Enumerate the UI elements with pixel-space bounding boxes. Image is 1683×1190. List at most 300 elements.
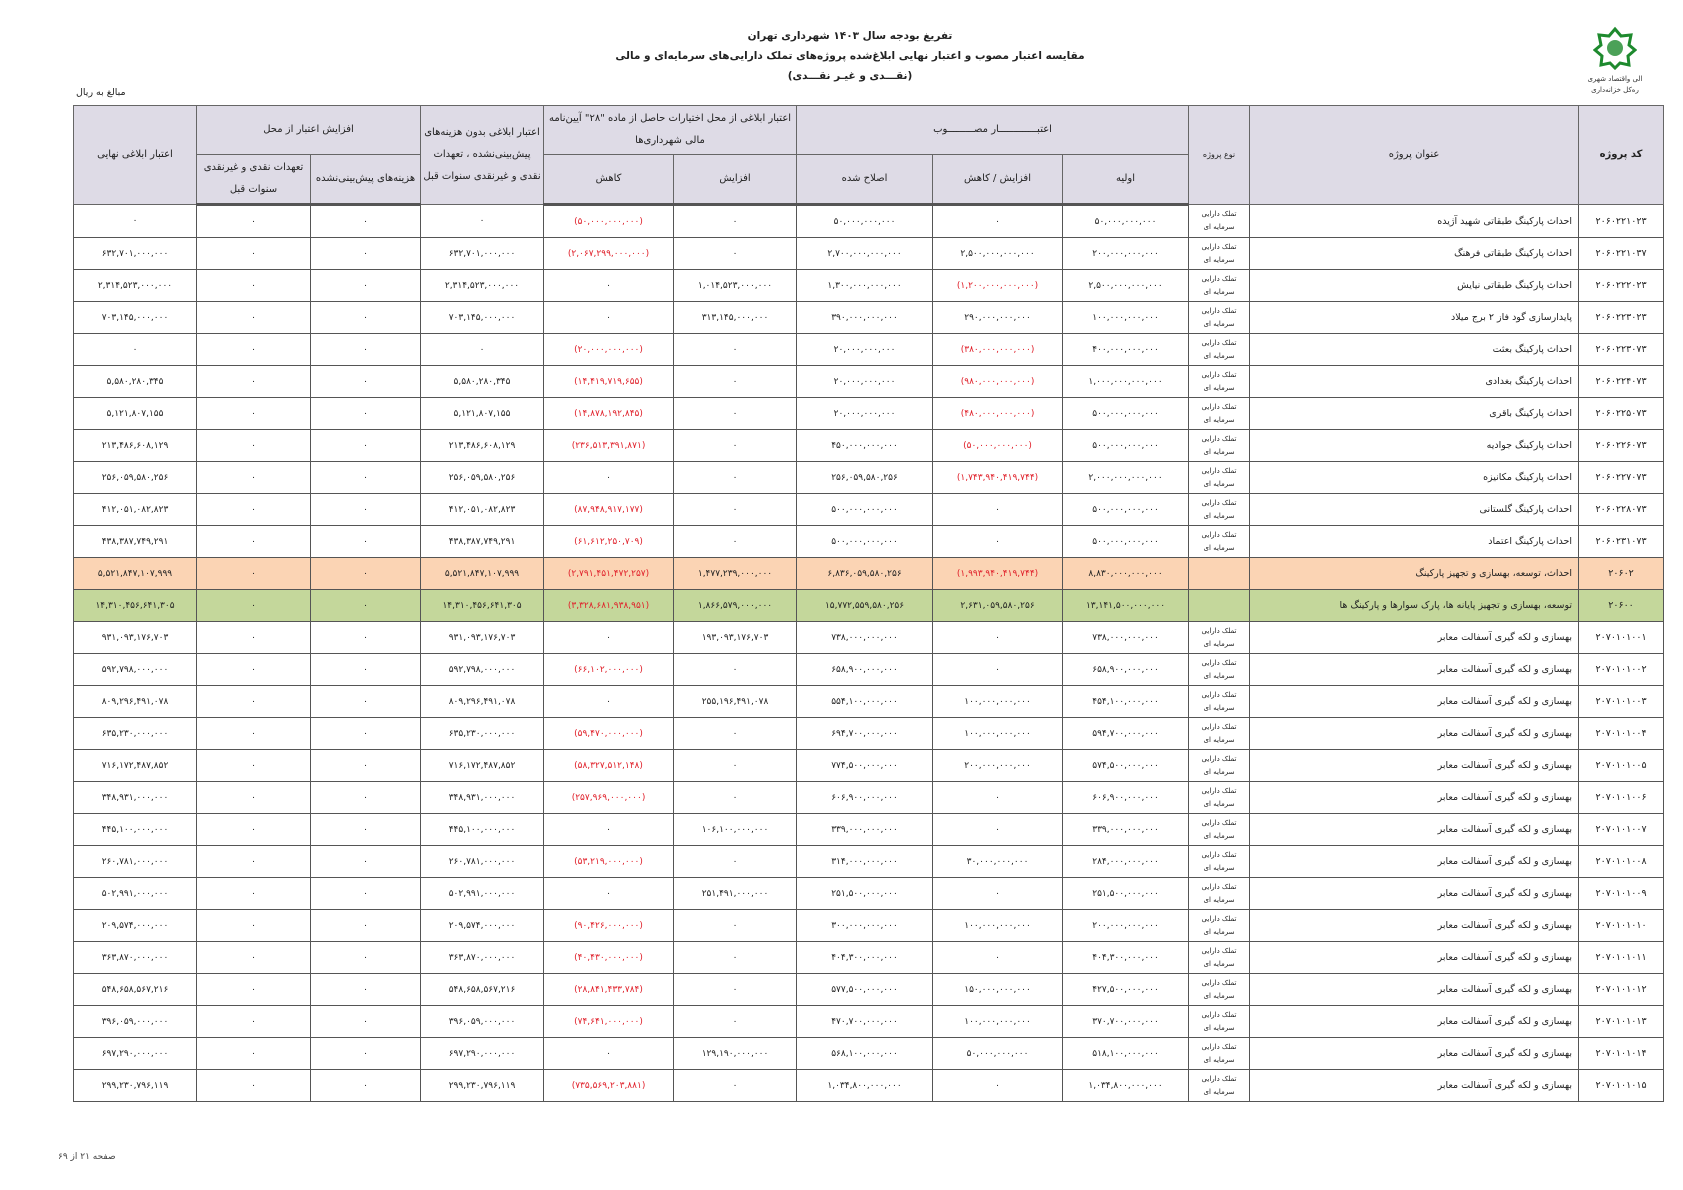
cell-final: ۱۴,۳۱۰,۴۵۶,۶۴۱,۳۰۵	[74, 590, 197, 622]
cell-unforeseen: ۰	[311, 558, 421, 590]
cell-final: ۷۱۶,۱۷۲,۴۸۷,۸۵۲	[74, 750, 197, 782]
cell-final: ۵۹۲,۷۹۸,۰۰۰,۰۰۰	[74, 654, 197, 686]
table-row	[74, 654, 1664, 686]
cell-decrease: (۵۰,۰۰۰,۰۰۰,۰۰۰)	[544, 205, 674, 238]
cell-initial: ۵۰۰,۰۰۰,۰۰۰,۰۰۰	[1063, 526, 1189, 558]
cell-decrease: (۵۳,۲۱۹,۰۰۰,۰۰۰)	[544, 846, 674, 878]
cell-without: ۵,۱۲۱,۸۰۷,۱۵۵	[421, 398, 544, 430]
cell-type: تملک دارایی سرمایه ای	[1189, 366, 1250, 398]
cell-incdec: (۹۸۰,۰۰۰,۰۰۰,۰۰۰)	[933, 366, 1063, 398]
cell-revised: ۶۰۶,۹۰۰,۰۰۰,۰۰۰	[797, 782, 933, 814]
cell-without: ۴۱۲,۰۵۱,۰۸۲,۸۲۳	[421, 494, 544, 526]
cell-without: ۵,۵۸۰,۲۸۰,۳۴۵	[421, 366, 544, 398]
cell-code: ۲۰۶۰۲۲۷۰۷۳	[1579, 462, 1664, 494]
cell-initial: ۵۰۰,۰۰۰,۰۰۰,۰۰۰	[1063, 430, 1189, 462]
cell-type: تملک دارایی سرمایه ای	[1189, 205, 1250, 238]
cell-decrease: (۳,۳۲۸,۶۸۱,۹۳۸,۹۵۱)	[544, 590, 674, 622]
cell-incdec: ۰	[933, 1070, 1063, 1102]
cell-type: تملک دارایی سرمایه ای	[1189, 942, 1250, 974]
cell-initial: ۱۰۰,۰۰۰,۰۰۰,۰۰۰	[1063, 302, 1189, 334]
cell-code: ۲۰۷۰۱۰۱۰۱۵	[1579, 1070, 1664, 1102]
cell-decrease: ۰	[544, 622, 674, 654]
cell-final: ۵,۵۲۱,۸۴۷,۱۰۷,۹۹۹	[74, 558, 197, 590]
cell-without: ۲,۳۱۴,۵۲۳,۰۰۰,۰۰۰	[421, 270, 544, 302]
cell-incdec: ۱۰۰,۰۰۰,۰۰۰,۰۰۰	[933, 1006, 1063, 1038]
cell-increase: ۰	[674, 238, 797, 270]
cell-incdec: ۵۰,۰۰۰,۰۰۰,۰۰۰	[933, 1038, 1063, 1070]
cell-unforeseen: ۰	[311, 334, 421, 366]
title-line-3: (نقـــدی و غیـر نقـــدی)	[787, 70, 913, 82]
cell-unforeseen: ۰	[311, 270, 421, 302]
cell-title: بهسازی و لکه گیری آسفالت معابر	[1250, 814, 1579, 846]
cell-decrease: (۶۱,۶۱۲,۲۵۰,۷۰۹)	[544, 526, 674, 558]
cell-prior: ۰	[197, 526, 311, 558]
cell-initial: ۷۳۸,۰۰۰,۰۰۰,۰۰۰	[1063, 622, 1189, 654]
cell-decrease: ۰	[544, 1038, 674, 1070]
cell-title: بهسازی و لکه گیری آسفالت معابر	[1250, 846, 1579, 878]
cell-increase: ۰	[674, 846, 797, 878]
cell-without: ۷۱۶,۱۷۲,۴۸۷,۸۵۲	[421, 750, 544, 782]
page-number: صفحه ۲۱ از ۶۹	[58, 1152, 116, 1162]
cell-prior: ۰	[197, 1006, 311, 1038]
cell-final: ۷۰۳,۱۴۵,۰۰۰,۰۰۰	[74, 302, 197, 334]
cell-title: احداث پارکینگ مکانیزه	[1250, 462, 1579, 494]
cell-type: تملک دارایی سرمایه ای	[1189, 526, 1250, 558]
cell-increase: ۱۹۳,۰۹۳,۱۷۶,۷۰۳	[674, 622, 797, 654]
cell-increase: ۰	[674, 718, 797, 750]
cell-initial: ۶۰۶,۹۰۰,۰۰۰,۰۰۰	[1063, 782, 1189, 814]
cell-title: احداث پارکینگ طبقاتی شهید آژیده	[1250, 205, 1579, 238]
cell-unforeseen: ۰	[311, 1006, 421, 1038]
cell-type: تملک دارایی سرمایه ای	[1189, 494, 1250, 526]
cell-final: ۰	[74, 205, 197, 238]
cell-unforeseen: ۰	[311, 302, 421, 334]
cell-code: ۲۰۷۰۱۰۱۰۱۲	[1579, 974, 1664, 1006]
cell-prior: ۰	[197, 590, 311, 622]
col-group-increase: افزایش اعتبار از محل	[197, 106, 421, 155]
cell-without: ۵۰۲,۹۹۱,۰۰۰,۰۰۰	[421, 878, 544, 910]
cell-initial: ۲۵۱,۵۰۰,۰۰۰,۰۰۰	[1063, 878, 1189, 910]
table-row	[74, 430, 1664, 462]
cell-initial: ۴۰۰,۰۰۰,۰۰۰,۰۰۰	[1063, 334, 1189, 366]
cell-decrease: (۲۵۷,۹۶۹,۰۰۰,۰۰۰)	[544, 782, 674, 814]
cell-final: ۰	[74, 334, 197, 366]
cell-code: ۲۰۶۰۲۲۳۰۲۳	[1579, 302, 1664, 334]
title-line-2: مقایسه اعتبار مصوب و اعتبار نهایی ابلاغ‌شده پروژه‌های تملک دارایی‌های سرمایه‌ای و مالی	[615, 50, 1085, 62]
cell-without: ۳۶۳,۸۷۰,۰۰۰,۰۰۰	[421, 942, 544, 974]
cell-final: ۶۳۲,۷۰۱,۰۰۰,۰۰۰	[74, 238, 197, 270]
cell-decrease: (۶۶,۱۰۲,۰۰۰,۰۰۰)	[544, 654, 674, 686]
cell-revised: ۲۵۶,۰۵۹,۵۸۰,۲۵۶	[797, 462, 933, 494]
cell-initial: ۴۲۷,۵۰۰,۰۰۰,۰۰۰	[1063, 974, 1189, 1006]
cell-without: ۳۴۸,۹۳۱,۰۰۰,۰۰۰	[421, 782, 544, 814]
col-header-prior: تعهدات نقدی و غیرنقدی سنوات قبل	[197, 155, 311, 205]
cell-revised: ۵۶۸,۱۰۰,۰۰۰,۰۰۰	[797, 1038, 933, 1070]
cell-revised: ۴۵۰,۰۰۰,۰۰۰,۰۰۰	[797, 430, 933, 462]
cell-initial: ۵۰,۰۰۰,۰۰۰,۰۰۰	[1063, 205, 1189, 238]
cell-type: تملک دارایی سرمایه ای	[1189, 654, 1250, 686]
cell-revised: ۷۷۴,۵۰۰,۰۰۰,۰۰۰	[797, 750, 933, 782]
cell-type: تملک دارایی سرمایه ای	[1189, 814, 1250, 846]
cell-final: ۲۱۳,۴۸۶,۶۰۸,۱۲۹	[74, 430, 197, 462]
cell-increase: ۰	[674, 398, 797, 430]
cell-increase: ۰	[674, 430, 797, 462]
cell-final: ۴۴۵,۱۰۰,۰۰۰,۰۰۰	[74, 814, 197, 846]
cell-title: احداث پارکینگ جوادیه	[1250, 430, 1579, 462]
cell-title: احداث پارکینگ بغدادی	[1250, 366, 1579, 398]
cell-initial: ۲,۰۰۰,۰۰۰,۰۰۰,۰۰۰	[1063, 462, 1189, 494]
cell-code: ۲۰۷۰۱۰۱۰۰۸	[1579, 846, 1664, 878]
cell-incdec: (۴۸۰,۰۰۰,۰۰۰,۰۰۰)	[933, 398, 1063, 430]
cell-incdec: ۰	[933, 942, 1063, 974]
cell-prior: ۰	[197, 302, 311, 334]
cell-decrease: ۰	[544, 462, 674, 494]
table-row	[74, 366, 1664, 398]
cell-unforeseen: ۰	[311, 430, 421, 462]
cell-incdec: ۰	[933, 654, 1063, 686]
table-row	[74, 942, 1664, 974]
cell-increase: ۰	[674, 654, 797, 686]
cell-without: ۰	[421, 205, 544, 238]
cell-decrease: (۴۰,۴۳۰,۰۰۰,۰۰۰)	[544, 942, 674, 974]
cell-decrease: (۲,۰۶۷,۲۹۹,۰۰۰,۰۰۰)	[544, 238, 674, 270]
cell-code: ۲۰۷۰۱۰۱۰۰۶	[1579, 782, 1664, 814]
cell-revised: ۵۵۴,۱۰۰,۰۰۰,۰۰۰	[797, 686, 933, 718]
cell-increase: ۱۲۹,۱۹۰,۰۰۰,۰۰۰	[674, 1038, 797, 1070]
cell-initial: ۱,۰۳۴,۸۰۰,۰۰۰,۰۰۰	[1063, 1070, 1189, 1102]
cell-initial: ۲۰۰,۰۰۰,۰۰۰,۰۰۰	[1063, 238, 1189, 270]
cell-increase: ۰	[674, 1070, 797, 1102]
table-row	[74, 622, 1664, 654]
cell-without: ۲۱۳,۴۸۶,۶۰۸,۱۲۹	[421, 430, 544, 462]
cell-increase: ۱,۴۷۷,۲۳۹,۰۰۰,۰۰۰	[674, 558, 797, 590]
document-title	[600, 26, 1100, 86]
col-header-increase: افزایش	[674, 155, 797, 205]
cell-final: ۳۶۳,۸۷۰,۰۰۰,۰۰۰	[74, 942, 197, 974]
cell-without: ۹۳۱,۰۹۳,۱۷۶,۷۰۳	[421, 622, 544, 654]
cell-initial: ۸,۸۳۰,۰۰۰,۰۰۰,۰۰۰	[1063, 558, 1189, 590]
cell-prior: ۰	[197, 974, 311, 1006]
cell-decrease: (۵۹,۴۷۰,۰۰۰,۰۰۰)	[544, 718, 674, 750]
cell-final: ۶۹۷,۲۹۰,۰۰۰,۰۰۰	[74, 1038, 197, 1070]
cell-prior: ۰	[197, 238, 311, 270]
cell-decrease: (۲,۷۹۱,۴۵۱,۴۷۲,۲۵۷)	[544, 558, 674, 590]
cell-increase: ۲۵۵,۱۹۶,۴۹۱,۰۷۸	[674, 686, 797, 718]
cell-without: ۲۹۹,۲۳۰,۷۹۶,۱۱۹	[421, 1070, 544, 1102]
table-row	[74, 494, 1664, 526]
cell-code: ۲۰۶۰۲۲۵۰۷۳	[1579, 398, 1664, 430]
table-row	[74, 302, 1664, 334]
cell-prior: ۰	[197, 205, 311, 238]
cell-unforeseen: ۰	[311, 462, 421, 494]
cell-increase: ۰	[674, 1006, 797, 1038]
cell-without: ۶۳۵,۲۳۰,۰۰۰,۰۰۰	[421, 718, 544, 750]
cell-incdec: ۰	[933, 526, 1063, 558]
cell-revised: ۴۰۴,۳۰۰,۰۰۰,۰۰۰	[797, 942, 933, 974]
tehran-municipality-logo-icon	[1593, 26, 1637, 70]
cell-type: تملک دارایی سرمایه ای	[1189, 782, 1250, 814]
cell-final: ۵,۱۲۱,۸۰۷,۱۵۵	[74, 398, 197, 430]
cell-title: احداث پارکینگ گلستانی	[1250, 494, 1579, 526]
table-row	[74, 878, 1664, 910]
cell-code: ۲۰۶۰۲۲۶۰۷۳	[1579, 430, 1664, 462]
cell-final: ۹۳۱,۰۹۳,۱۷۶,۷۰۳	[74, 622, 197, 654]
cell-decrease: (۱۴,۴۱۹,۷۱۹,۶۵۵)	[544, 366, 674, 398]
cell-prior: ۰	[197, 686, 311, 718]
cell-code: ۲۰۷۰۱۰۱۰۰۲	[1579, 654, 1664, 686]
cell-final: ۶۳۵,۲۳۰,۰۰۰,۰۰۰	[74, 718, 197, 750]
cell-initial: ۱۳,۱۴۱,۵۰۰,۰۰۰,۰۰۰	[1063, 590, 1189, 622]
cell-incdec: ۲۰۰,۰۰۰,۰۰۰,۰۰۰	[933, 750, 1063, 782]
col-header-type: نوع پروژه	[1189, 106, 1250, 205]
cell-revised: ۳۱۴,۰۰۰,۰۰۰,۰۰۰	[797, 846, 933, 878]
cell-type: تملک دارایی سرمایه ای	[1189, 334, 1250, 366]
cell-unforeseen: ۰	[311, 622, 421, 654]
cell-initial: ۵۱۸,۱۰۰,۰۰۰,۰۰۰	[1063, 1038, 1189, 1070]
cell-final: ۲۶۰,۷۸۱,۰۰۰,۰۰۰	[74, 846, 197, 878]
cell-initial: ۵۰۰,۰۰۰,۰۰۰,۰۰۰	[1063, 494, 1189, 526]
cell-unforeseen: ۰	[311, 205, 421, 238]
table-row	[74, 238, 1664, 270]
cell-code: ۲۰۷۰۱۰۱۰۰۳	[1579, 686, 1664, 718]
cell-decrease: ۰	[544, 878, 674, 910]
cell-incdec: (۵۰,۰۰۰,۰۰۰,۰۰۰)	[933, 430, 1063, 462]
cell-type: تملک دارایی سرمایه ای	[1189, 1070, 1250, 1102]
cell-increase: ۱,۰۱۴,۵۲۳,۰۰۰,۰۰۰	[674, 270, 797, 302]
cell-prior: ۰	[197, 270, 311, 302]
cell-type: تملک دارایی سرمایه ای	[1189, 302, 1250, 334]
cell-decrease: ۰	[544, 686, 674, 718]
cell-without: ۰	[421, 334, 544, 366]
cell-code: ۲۰۷۰۱۰۱۰۱۰	[1579, 910, 1664, 942]
cell-decrease: (۷۴,۶۴۱,۰۰۰,۰۰۰)	[544, 1006, 674, 1038]
cell-type: تملک دارایی سرمایه ای	[1189, 686, 1250, 718]
cell-decrease: (۷۳۵,۵۶۹,۲۰۳,۸۸۱)	[544, 1070, 674, 1102]
cell-initial: ۴۰۴,۳۰۰,۰۰۰,۰۰۰	[1063, 942, 1189, 974]
table-row	[74, 270, 1664, 302]
cell-final: ۳۴۸,۹۳۱,۰۰۰,۰۰۰	[74, 782, 197, 814]
cell-title: بهسازی و لکه گیری آسفالت معابر	[1250, 750, 1579, 782]
cell-title: بهسازی و لکه گیری آسفالت معابر	[1250, 718, 1579, 750]
cell-code: ۲۰۷۰۱۰۱۰۰۹	[1579, 878, 1664, 910]
cell-type	[1189, 558, 1250, 590]
cell-prior: ۰	[197, 814, 311, 846]
table-row	[74, 1070, 1664, 1102]
cell-type: تملک دارایی سرمایه ای	[1189, 910, 1250, 942]
cell-code: ۲۰۶۰۲۲۲۰۲۳	[1579, 270, 1664, 302]
cell-code: ۲۰۷۰۱۰۱۰۱۴	[1579, 1038, 1664, 1070]
cell-unforeseen: ۰	[311, 814, 421, 846]
cell-incdec: ۰	[933, 782, 1063, 814]
cell-incdec: (۳۸۰,۰۰۰,۰۰۰,۰۰۰)	[933, 334, 1063, 366]
table-row	[74, 1038, 1664, 1070]
cell-title: بهسازی و لکه گیری آسفالت معابر	[1250, 1070, 1579, 1102]
cell-increase: ۰	[674, 366, 797, 398]
cell-revised: ۶۵۸,۹۰۰,۰۰۰,۰۰۰	[797, 654, 933, 686]
cell-initial: ۵۹۴,۷۰۰,۰۰۰,۰۰۰	[1063, 718, 1189, 750]
cell-title: بهسازی و لکه گیری آسفالت معابر	[1250, 974, 1579, 1006]
cell-incdec: ۱۰۰,۰۰۰,۰۰۰,۰۰۰	[933, 686, 1063, 718]
cell-revised: ۲۰,۰۰۰,۰۰۰,۰۰۰	[797, 398, 933, 430]
cell-increase: ۱,۸۶۶,۵۷۹,۰۰۰,۰۰۰	[674, 590, 797, 622]
cell-unforeseen: ۰	[311, 1038, 421, 1070]
cell-without: ۶۳۲,۷۰۱,۰۰۰,۰۰۰	[421, 238, 544, 270]
cell-revised: ۳۰۰,۰۰۰,۰۰۰,۰۰۰	[797, 910, 933, 942]
cell-code: ۲۰۶۰۲۲۱۰۲۳	[1579, 205, 1664, 238]
table-row	[74, 750, 1664, 782]
cell-title: بهسازی و لکه گیری آسفالت معابر	[1250, 910, 1579, 942]
cell-without: ۲۶۰,۷۸۱,۰۰۰,۰۰۰	[421, 846, 544, 878]
cell-title: بهسازی و لکه گیری آسفالت معابر	[1250, 622, 1579, 654]
cell-without: ۸۰۹,۲۹۶,۴۹۱,۰۷۸	[421, 686, 544, 718]
cell-code: ۲۰۷۰۱۰۱۰۱۳	[1579, 1006, 1664, 1038]
cell-initial: ۵۷۴,۵۰۰,۰۰۰,۰۰۰	[1063, 750, 1189, 782]
cell-prior: ۰	[197, 846, 311, 878]
cell-unforeseen: ۰	[311, 686, 421, 718]
cell-incdec: ۱۰۰,۰۰۰,۰۰۰,۰۰۰	[933, 910, 1063, 942]
cell-revised: ۲۵۱,۵۰۰,۰۰۰,۰۰۰	[797, 878, 933, 910]
cell-decrease: ۰	[544, 302, 674, 334]
cell-code: ۲۰۶۰۲	[1579, 558, 1664, 590]
logo-caption-2: ره‌کل خزانه‌داری	[1591, 86, 1639, 94]
cell-increase: ۱۰۶,۱۰۰,۰۰۰,۰۰۰	[674, 814, 797, 846]
cell-unforeseen: ۰	[311, 750, 421, 782]
cell-type: تملک دارایی سرمایه ای	[1189, 878, 1250, 910]
logo-caption-1: الی واقتصاد شهری	[1587, 75, 1643, 83]
cell-revised: ۵۷۷,۵۰۰,۰۰۰,۰۰۰	[797, 974, 933, 1006]
cell-unforeseen: ۰	[311, 878, 421, 910]
cell-prior: ۰	[197, 942, 311, 974]
cell-revised: ۳۳۹,۰۰۰,۰۰۰,۰۰۰	[797, 814, 933, 846]
cell-type	[1189, 590, 1250, 622]
cell-initial: ۴۵۴,۱۰۰,۰۰۰,۰۰۰	[1063, 686, 1189, 718]
cell-decrease: (۸۷,۹۴۸,۹۱۷,۱۷۷)	[544, 494, 674, 526]
cell-revised: ۶۹۴,۷۰۰,۰۰۰,۰۰۰	[797, 718, 933, 750]
cell-title: توسعه، بهسازی و تجهیز پایانه ها، پارک سوارها و پارکینگ ها	[1250, 590, 1579, 622]
cell-prior: ۰	[197, 398, 311, 430]
cell-prior: ۰	[197, 782, 311, 814]
cell-final: ۵۰۲,۹۹۱,۰۰۰,۰۰۰	[74, 878, 197, 910]
cell-incdec: (۱,۲۰۰,۰۰۰,۰۰۰,۰۰۰)	[933, 270, 1063, 302]
col-header-final: اعتبار ابلاغی نهایی	[74, 106, 197, 205]
col-header-revised: اصلاح شده	[797, 155, 933, 205]
table-body	[74, 205, 1664, 1102]
cell-incdec: ۳۰,۰۰۰,۰۰۰,۰۰۰	[933, 846, 1063, 878]
cell-without: ۴۳۸,۳۸۷,۷۴۹,۲۹۱	[421, 526, 544, 558]
cell-final: ۲,۳۱۴,۵۲۳,۰۰۰,۰۰۰	[74, 270, 197, 302]
col-header-decrease: کاهش	[544, 155, 674, 205]
col-header-unforeseen: هزینه‌های پیش‌بینی‌نشده	[311, 155, 421, 205]
cell-unforeseen: ۰	[311, 942, 421, 974]
cell-incdec: ۲۹۰,۰۰۰,۰۰۰,۰۰۰	[933, 302, 1063, 334]
cell-title: پایدارسازی گود فاز ۲ برج میلاد	[1250, 302, 1579, 334]
cell-prior: ۰	[197, 366, 311, 398]
cell-title: احداث پارکینگ طبقاتی فرهنگ	[1250, 238, 1579, 270]
cell-unforeseen: ۰	[311, 398, 421, 430]
cell-prior: ۰	[197, 654, 311, 686]
cell-incdec: ۰	[933, 878, 1063, 910]
cell-prior: ۰	[197, 334, 311, 366]
cell-title: بهسازی و لکه گیری آسفالت معابر	[1250, 654, 1579, 686]
cell-code: ۲۰۷۰۱۰۱۰۰۴	[1579, 718, 1664, 750]
table-row	[74, 686, 1664, 718]
cell-code: ۲۰۶۰۲۲۸۰۷۳	[1579, 494, 1664, 526]
cell-initial: ۵۰۰,۰۰۰,۰۰۰,۰۰۰	[1063, 398, 1189, 430]
total-row	[74, 590, 1664, 622]
col-header-code: کد پروژه	[1579, 106, 1664, 205]
cell-title: احداث پارکینگ باقری	[1250, 398, 1579, 430]
cell-code: ۲۰۶۰۲۲۱۰۳۷	[1579, 238, 1664, 270]
cell-type: تملک دارایی سرمایه ای	[1189, 430, 1250, 462]
table-row	[74, 398, 1664, 430]
cell-decrease: (۲۰,۰۰۰,۰۰۰,۰۰۰)	[544, 334, 674, 366]
cell-prior: ۰	[197, 622, 311, 654]
cell-incdec: ۰	[933, 622, 1063, 654]
cell-title: احداث پارکینگ بعثت	[1250, 334, 1579, 366]
cell-without: ۶۹۷,۲۹۰,۰۰۰,۰۰۰	[421, 1038, 544, 1070]
cell-type: تملک دارایی سرمایه ای	[1189, 238, 1250, 270]
cell-initial: ۶۵۸,۹۰۰,۰۰۰,۰۰۰	[1063, 654, 1189, 686]
cell-unforeseen: ۰	[311, 654, 421, 686]
table-row	[74, 205, 1664, 238]
cell-final: ۳۹۶,۰۵۹,۰۰۰,۰۰۰	[74, 1006, 197, 1038]
cell-title: بهسازی و لکه گیری آسفالت معابر	[1250, 1038, 1579, 1070]
cell-incdec: ۲,۶۳۱,۰۵۹,۵۸۰,۲۵۶	[933, 590, 1063, 622]
cell-incdec: ۲,۵۰۰,۰۰۰,۰۰۰,۰۰۰	[933, 238, 1063, 270]
cell-code: ۲۰۷۰۱۰۱۰۱۱	[1579, 942, 1664, 974]
cell-unforeseen: ۰	[311, 526, 421, 558]
cell-revised: ۱,۳۰۰,۰۰۰,۰۰۰,۰۰۰	[797, 270, 933, 302]
cell-prior: ۰	[197, 462, 311, 494]
cell-prior: ۰	[197, 1070, 311, 1102]
cell-unforeseen: ۰	[311, 590, 421, 622]
cell-without: ۲۵۶,۰۵۹,۵۸۰,۲۵۶	[421, 462, 544, 494]
cell-type: تملک دارایی سرمایه ای	[1189, 974, 1250, 1006]
cell-title: بهسازی و لکه گیری آسفالت معابر	[1250, 942, 1579, 974]
cell-code: ۲۰۷۰۱۰۱۰۰۱	[1579, 622, 1664, 654]
cell-code: ۲۰۷۰۱۰۱۰۰۵	[1579, 750, 1664, 782]
cell-incdec: ۰	[933, 494, 1063, 526]
cell-type: تملک دارایی سرمایه ای	[1189, 270, 1250, 302]
cell-initial: ۲,۵۰۰,۰۰۰,۰۰۰,۰۰۰	[1063, 270, 1189, 302]
cell-prior: ۰	[197, 1038, 311, 1070]
table-row	[74, 974, 1664, 1006]
cell-revised: ۵۰۰,۰۰۰,۰۰۰,۰۰۰	[797, 526, 933, 558]
table-row	[74, 334, 1664, 366]
cell-initial: ۳۷۰,۷۰۰,۰۰۰,۰۰۰	[1063, 1006, 1189, 1038]
cell-revised: ۱۵,۷۷۲,۵۵۹,۵۸۰,۲۵۶	[797, 590, 933, 622]
cell-increase: ۳۱۳,۱۴۵,۰۰۰,۰۰۰	[674, 302, 797, 334]
cell-title: احداث پارکینگ اعتماد	[1250, 526, 1579, 558]
budget-table	[73, 105, 1664, 1102]
cell-increase: ۰	[674, 910, 797, 942]
col-header-title: عنوان پروژه	[1250, 106, 1579, 205]
cell-final: ۵,۵۸۰,۲۸۰,۳۴۵	[74, 366, 197, 398]
cell-revised: ۵۰,۰۰۰,۰۰۰,۰۰۰	[797, 205, 933, 238]
cell-final: ۸۰۹,۲۹۶,۴۹۱,۰۷۸	[74, 686, 197, 718]
cell-decrease: ۰	[544, 270, 674, 302]
cell-type: تملک دارایی سرمایه ای	[1189, 718, 1250, 750]
cell-incdec: (۱,۷۴۳,۹۴۰,۴۱۹,۷۴۴)	[933, 462, 1063, 494]
table-row	[74, 718, 1664, 750]
cell-without: ۵,۵۲۱,۸۴۷,۱۰۷,۹۹۹	[421, 558, 544, 590]
cell-prior: ۰	[197, 558, 311, 590]
cell-initial: ۳۳۹,۰۰۰,۰۰۰,۰۰۰	[1063, 814, 1189, 846]
cell-code: ۲۰۶۰۲۳۱۰۷۳	[1579, 526, 1664, 558]
cell-decrease: (۵۸,۳۲۷,۵۱۲,۱۴۸)	[544, 750, 674, 782]
cell-without: ۴۴۵,۱۰۰,۰۰۰,۰۰۰	[421, 814, 544, 846]
cell-prior: ۰	[197, 430, 311, 462]
